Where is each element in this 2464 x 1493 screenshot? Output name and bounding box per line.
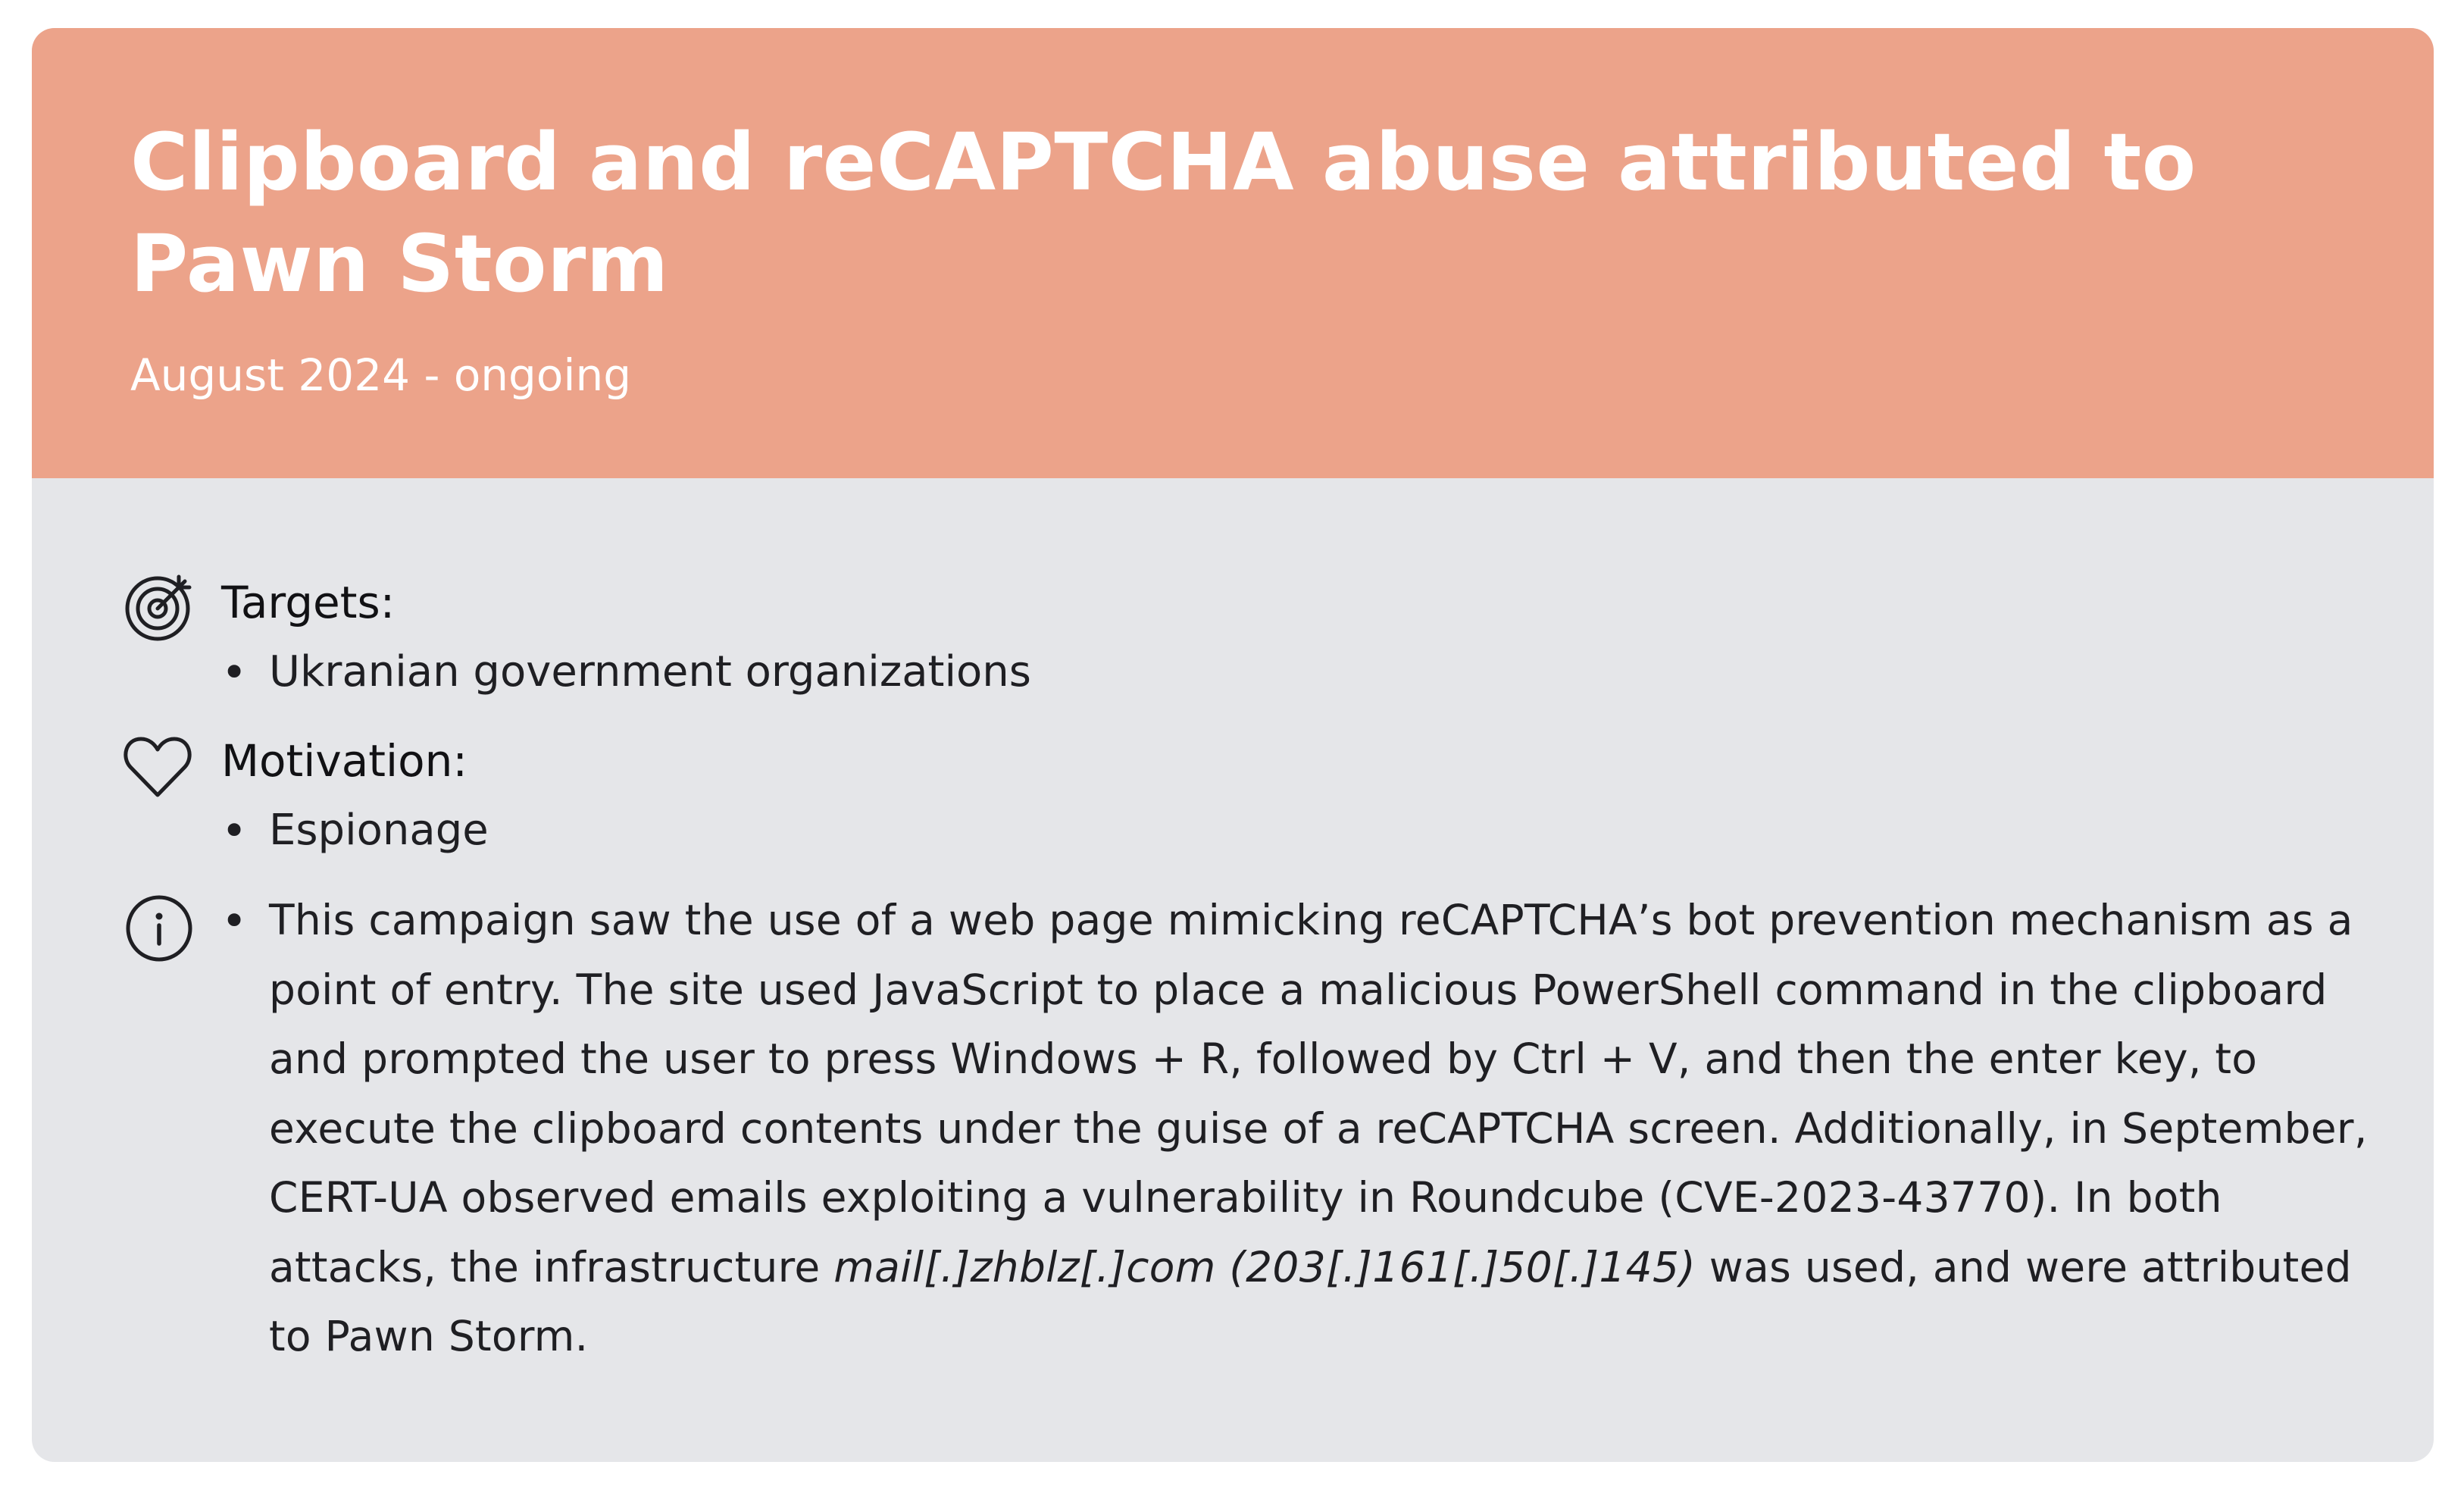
description-text: This campaign saw the use of a web page mimicking reCAPTCHA’s bot prevention mechanism as a point of entry. The site used JavaScript to place a malicious PowerShell command in the clipboard and prompted the user to press Windows + R, followed by Ctrl + V, and then the enter key, to execute the clipboard contents under the guise of a reCAPTCHA screen. Additionally, in September, CERT-UA observed emails exploiting a vulnerability in Roundcube (CVE-2023-43770). In both attacks, the infrastructure — [269, 896, 2368, 1291]
targets-item: Ukranian government organizations — [269, 647, 1031, 696]
bullet-icon: • — [221, 805, 248, 856]
targets-label: Targets: — [221, 577, 396, 628]
target-icon — [124, 572, 194, 642]
date-range: August 2024 - ongoing — [130, 349, 632, 401]
campaign-description — [269, 886, 2375, 1372]
bullet-icon: • — [221, 646, 248, 698]
indicator-domain-ip: mail[.]zhblz[.]com (203[.]161[.]50[.]145) — [833, 1242, 1696, 1291]
bullet-icon: • — [221, 895, 248, 947]
description-text-end: was used, and were attributed to Pawn Storm. — [269, 1242, 2352, 1360]
motivation-item: Espionage — [269, 806, 489, 855]
info-icon — [124, 894, 194, 963]
motivation-label: Motivation: — [221, 735, 467, 787]
card-title: Clipboard and reCAPTCHA abuse attributed to Pawn Storm — [130, 116, 2197, 310]
campaign-card — [32, 28, 2434, 1462]
heart-icon — [123, 733, 192, 803]
card-header — [32, 28, 2434, 478]
